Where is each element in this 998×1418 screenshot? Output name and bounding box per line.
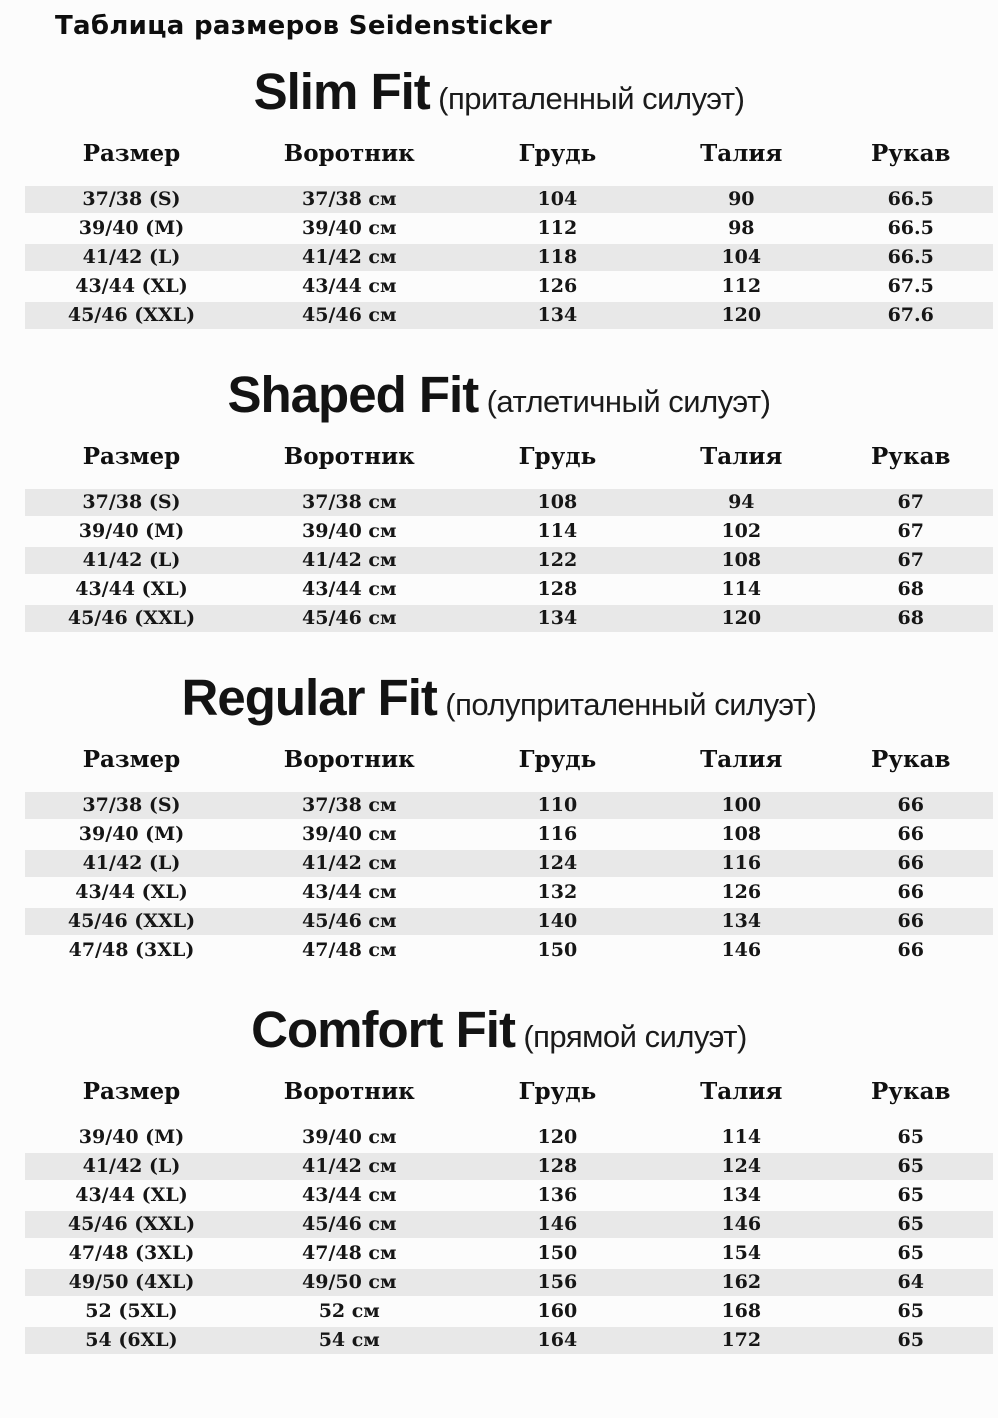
section-heading-regular-fit [0,668,998,728]
table-cell: 114 [654,574,828,603]
table-cell: 116 [654,848,828,877]
table-row [25,184,993,213]
table-cell: 37/38 см [238,184,461,213]
table-cell: 146 [654,935,828,964]
column-header: Размер [82,746,181,773]
fit-subtitle: (приталенный силуэт) [438,81,745,116]
table-cell: 132 [461,877,655,906]
column-header: Рукав [870,1078,951,1105]
table-cell: 162 [654,1267,828,1296]
table-cell: 66 [828,906,993,935]
table-cell: 112 [654,271,828,300]
table-cell: 110 [461,790,655,819]
table-row [25,935,993,964]
table-cell: 45/46 (XXL) [25,1209,238,1238]
table-cell: 37/38 (S) [25,790,238,819]
table-row [25,790,993,819]
table-row [25,487,993,516]
table-cell: 134 [461,300,655,329]
size-table-regular-fit [25,728,993,964]
column-header: Воротник [283,140,415,167]
table-cell: 43/44 см [238,877,461,906]
table-cell: 154 [654,1238,828,1267]
section-heading-shaped-fit [0,365,998,425]
section-comfort-fit [0,1000,998,1354]
table-row [25,213,993,242]
table-cell: 67.5 [828,271,993,300]
header-row [25,728,993,790]
table-cell: 41/42 см [238,545,461,574]
table-row [25,1238,993,1267]
table-cell: 45/46 (XXL) [25,603,238,632]
column-header: Грудь [518,443,597,470]
column-header: Размер [82,140,181,167]
table-row [25,848,993,877]
table-cell: 45/46 см [238,906,461,935]
table-cell: 136 [461,1180,655,1209]
table-cell: 120 [654,300,828,329]
table-cell: 43/44 (XL) [25,574,238,603]
table-cell: 37/38 см [238,790,461,819]
table-cell: 39/40 см [238,1122,461,1151]
column-header: Размер [82,443,181,470]
table-cell: 41/42 см [238,848,461,877]
section-heading-slim-fit [0,62,998,122]
table-cell: 116 [461,819,655,848]
column-header: Рукав [870,140,951,167]
fit-name: Slim Fit [253,63,430,120]
table-cell: 41/42 (L) [25,242,238,271]
table-cell: 41/42 см [238,242,461,271]
table-cell: 39/40 (M) [25,213,238,242]
section-slim-fit [0,62,998,329]
table-cell: 118 [461,242,655,271]
table-cell: 67 [828,516,993,545]
table-row [25,516,993,545]
table-cell: 65 [828,1325,993,1354]
size-table-shaped-fit [25,425,993,632]
table-cell: 47/48 см [238,935,461,964]
table-cell: 65 [828,1122,993,1151]
table-cell: 140 [461,906,655,935]
table-cell: 39/40 см [238,213,461,242]
table-cell: 126 [654,877,828,906]
table-cell: 47/48 (3XL) [25,1238,238,1267]
table-row [25,1209,993,1238]
table-cell: 41/42 (L) [25,545,238,574]
table-cell: 52 (5XL) [25,1296,238,1325]
header-row [25,425,993,487]
table-cell: 45/46 (XXL) [25,906,238,935]
table-cell: 39/40 (M) [25,819,238,848]
table-row [25,242,993,271]
table-cell: 65 [828,1180,993,1209]
table-cell: 172 [654,1325,828,1354]
column-header: Рукав [870,746,951,773]
table-cell: 43/44 см [238,1180,461,1209]
table-cell: 37/38 (S) [25,487,238,516]
column-header: Размер [82,1078,181,1105]
table-cell: 128 [461,1151,655,1180]
column-header: Рукав [870,443,951,470]
table-cell: 104 [461,184,655,213]
table-cell: 128 [461,574,655,603]
table-cell: 168 [654,1296,828,1325]
table-cell: 104 [654,242,828,271]
fit-subtitle: (атлетичный силуэт) [486,384,771,419]
table-cell: 54 (6XL) [25,1325,238,1354]
table-cell: 54 см [238,1325,461,1354]
table-row [25,819,993,848]
table-cell: 90 [654,184,828,213]
table-cell: 37/38 (S) [25,184,238,213]
table-row [25,1267,993,1296]
table-cell: 66 [828,790,993,819]
table-cell: 134 [461,603,655,632]
column-header: Воротник [283,746,415,773]
table-cell: 112 [461,213,655,242]
table-cell: 122 [461,545,655,574]
section-regular-fit [0,668,998,964]
table-row [25,1151,993,1180]
table-cell: 45/46 см [238,1209,461,1238]
table-cell: 114 [461,516,655,545]
table-cell: 66 [828,935,993,964]
column-header: Талия [700,140,783,167]
fit-subtitle: (прямой силуэт) [523,1019,747,1054]
table-cell: 52 см [238,1296,461,1325]
table-cell: 41/42 (L) [25,1151,238,1180]
table-cell: 68 [828,603,993,632]
column-header: Талия [700,1078,783,1105]
table-cell: 43/44 см [238,574,461,603]
column-header: Талия [700,746,783,773]
header-row [25,1060,993,1122]
table-row [25,545,993,574]
table-cell: 134 [654,1180,828,1209]
table-cell: 114 [654,1122,828,1151]
page-title: Таблица размеров Seidensticker [55,11,552,41]
column-header: Воротник [283,443,415,470]
table-cell: 134 [654,906,828,935]
table-cell: 65 [828,1238,993,1267]
fit-name: Comfort Fit [251,1001,515,1058]
table-row [25,1296,993,1325]
table-cell: 39/40 см [238,516,461,545]
table-row [25,1122,993,1151]
table-cell: 120 [461,1122,655,1151]
table-cell: 45/46 см [238,300,461,329]
table-cell: 66.5 [828,213,993,242]
column-header: Талия [700,443,783,470]
table-cell: 126 [461,271,655,300]
table-row [25,300,993,329]
table-cell: 65 [828,1296,993,1325]
table-cell: 164 [461,1325,655,1354]
table-cell: 49/50 (4XL) [25,1267,238,1296]
section-heading-comfort-fit [0,1000,998,1060]
table-cell: 120 [654,603,828,632]
table-cell: 150 [461,935,655,964]
table-cell: 100 [654,790,828,819]
table-cell: 108 [461,487,655,516]
table-row [25,603,993,632]
table-row [25,1325,993,1354]
table-cell: 146 [461,1209,655,1238]
table-cell: 146 [654,1209,828,1238]
table-cell: 98 [654,213,828,242]
table-cell: 64 [828,1267,993,1296]
table-row [25,271,993,300]
table-cell: 65 [828,1151,993,1180]
table-cell: 66 [828,877,993,906]
fit-name: Regular Fit [181,669,437,726]
table-cell: 66 [828,848,993,877]
section-shaped-fit [0,365,998,632]
column-header: Грудь [518,1078,597,1105]
table-cell: 94 [654,487,828,516]
table-cell: 124 [461,848,655,877]
table-cell: 67 [828,487,993,516]
table-cell: 68 [828,574,993,603]
table-cell: 47/48 см [238,1238,461,1267]
table-cell: 108 [654,545,828,574]
table-cell: 43/44 (XL) [25,877,238,906]
table-cell: 66 [828,819,993,848]
table-cell: 67.6 [828,300,993,329]
table-row [25,1180,993,1209]
fit-subtitle: (полуприталенный силуэт) [445,687,817,722]
table-cell: 47/48 (3XL) [25,935,238,964]
table-cell: 156 [461,1267,655,1296]
table-cell: 43/44 (XL) [25,271,238,300]
table-cell: 43/44 см [238,271,461,300]
fit-name: Shaped Fit [227,366,479,423]
header-row [25,122,993,184]
table-cell: 66.5 [828,242,993,271]
size-table-slim-fit [25,122,993,329]
table-cell: 124 [654,1151,828,1180]
table-cell: 39/40 см [238,819,461,848]
table-cell: 39/40 (M) [25,516,238,545]
table-cell: 108 [654,819,828,848]
table-cell: 37/38 см [238,487,461,516]
table-cell: 41/42 см [238,1151,461,1180]
table-row [25,574,993,603]
column-header: Воротник [283,1078,415,1105]
table-cell: 66.5 [828,184,993,213]
table-cell: 160 [461,1296,655,1325]
table-cell: 102 [654,516,828,545]
size-table-comfort-fit [25,1060,993,1354]
column-header: Грудь [518,140,597,167]
table-cell: 67 [828,545,993,574]
table-cell: 45/46 (XXL) [25,300,238,329]
table-cell: 65 [828,1209,993,1238]
table-row [25,906,993,935]
table-cell: 41/42 (L) [25,848,238,877]
table-cell: 150 [461,1238,655,1267]
column-header: Грудь [518,746,597,773]
table-cell: 39/40 (M) [25,1122,238,1151]
table-cell: 45/46 см [238,603,461,632]
table-row [25,877,993,906]
table-cell: 49/50 см [238,1267,461,1296]
table-cell: 43/44 (XL) [25,1180,238,1209]
